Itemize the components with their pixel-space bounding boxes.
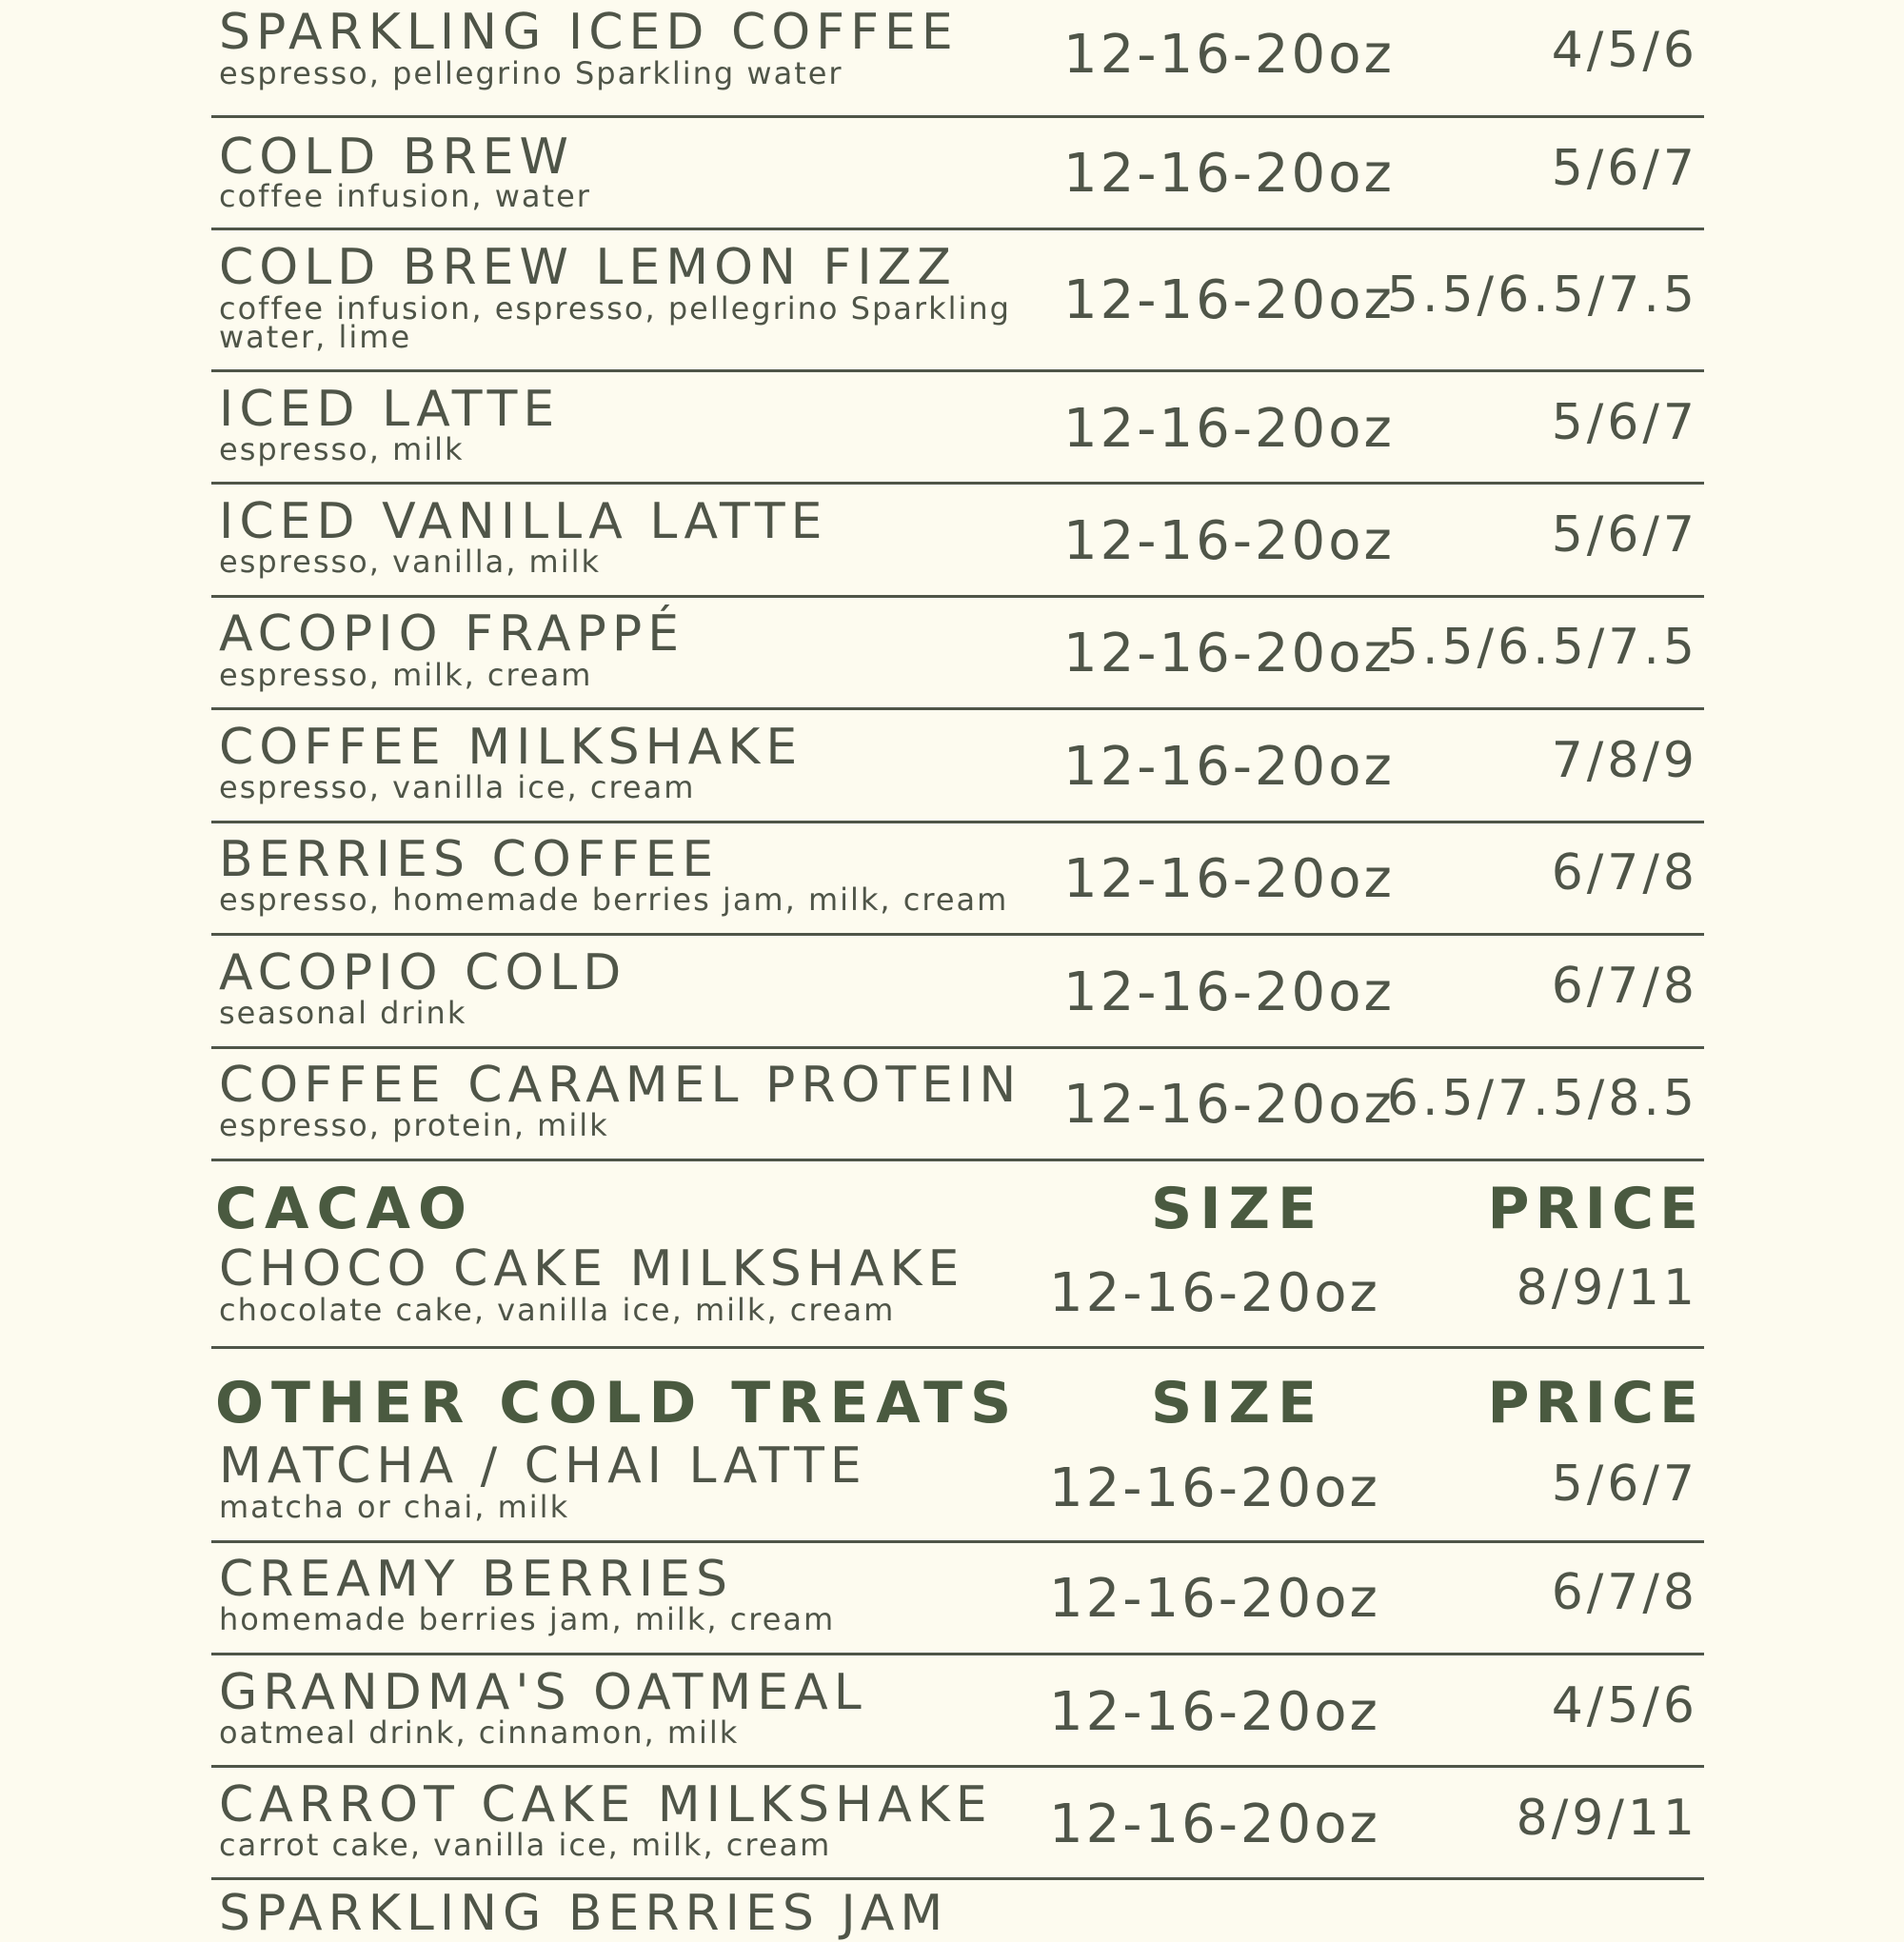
item-price: 5/6/7 (1551, 506, 1698, 564)
item-size: 12-16-20oz (1049, 1793, 1380, 1855)
item-size: 12-16-20oz (1063, 269, 1395, 331)
item-price: 6/7/8 (1551, 1564, 1698, 1621)
section-divider (211, 1346, 1704, 1349)
row-divider (211, 707, 1704, 710)
item-name: SPARKLING ICED COFFEE (219, 4, 959, 61)
item-name: CHOCO CAKE MILKSHAKE (219, 1240, 965, 1298)
item-price: 8/9/11 (1516, 1259, 1698, 1317)
section-divider (211, 1159, 1704, 1161)
item-name: SPARKLING BERRIES JAM (219, 1885, 949, 1942)
item-size: 12-16-20oz (1063, 398, 1395, 460)
size-column-header: SIZE (1150, 1176, 1325, 1242)
item-description: espresso, vanilla, milk (219, 544, 602, 580)
item-price: 6/7/8 (1551, 958, 1698, 1015)
item-description: espresso, protein, milk (219, 1107, 609, 1143)
item-name: COLD BREW LEMON FIZZ (219, 239, 957, 296)
item-price: 8/9/11 (1516, 1790, 1698, 1847)
item-name: CARROT CAKE MILKSHAKE (219, 1776, 993, 1833)
section-header-cacao (215, 1176, 1704, 1242)
item-description: espresso, vanilla ice, cream (219, 769, 696, 805)
section-title: CACAO (215, 1176, 474, 1242)
row-divider (211, 595, 1704, 598)
item-size: 12-16-20oz (1063, 510, 1395, 572)
section-title: OTHER COLD TREATS (215, 1370, 1020, 1437)
row-divider (211, 1765, 1704, 1768)
item-name: COFFEE MILKSHAKE (219, 719, 803, 776)
row-divider (211, 369, 1704, 372)
item-name: ICED LATTE (219, 381, 561, 438)
item-name: ACOPIO COLD (219, 944, 627, 1001)
item-description: homemade berries jam, milk, cream (219, 1601, 836, 1637)
item-name: COLD BREW (219, 129, 574, 186)
item-size: 12-16-20oz (1049, 1681, 1380, 1743)
row-divider (211, 1046, 1704, 1049)
size-column-header: SIZE (1150, 1370, 1325, 1437)
item-description: espresso, pellegrino Sparkling water (219, 55, 843, 91)
item-size: 12-16-20oz (1063, 24, 1395, 86)
section-header-other-cold-treats (215, 1370, 1704, 1437)
item-size: 12-16-20oz (1049, 1262, 1380, 1324)
row-divider (211, 933, 1704, 936)
item-description: seasonal drink (219, 995, 467, 1031)
row-divider (211, 1540, 1704, 1543)
item-size: 12-16-20oz (1063, 623, 1395, 684)
item-size: 12-16-20oz (1063, 736, 1395, 798)
item-price: 5/6/7 (1551, 1456, 1698, 1513)
item-size: 12-16-20oz (1063, 961, 1395, 1023)
item-description: matcha or chai, milk (219, 1489, 570, 1525)
item-price: 5.5/6.5/7.5 (1386, 267, 1698, 324)
item-size: 12-16-20oz (1063, 1074, 1395, 1136)
item-description: oatmeal drink, cinnamon, milk (219, 1714, 740, 1751)
row-divider (211, 115, 1704, 118)
row-divider (211, 821, 1704, 823)
item-size: 12-16-20oz (1049, 1568, 1380, 1630)
item-price: 5/6/7 (1551, 394, 1698, 451)
item-description: espresso, homemade berries jam, milk, cream (219, 882, 1009, 918)
item-price: 6.5/7.5/8.5 (1386, 1070, 1698, 1127)
item-name: ICED VANILLA LATTE (219, 493, 828, 550)
item-name: BERRIES COFFEE (219, 831, 720, 888)
price-column-header: PRICE (1487, 1176, 1704, 1242)
menu-item (211, 1885, 1704, 1942)
item-price: 4/5/6 (1551, 22, 1698, 79)
item-name: COFFEE CARAMEL PROTEIN (219, 1057, 1022, 1114)
price-column-header: PRICE (1487, 1370, 1704, 1437)
row-divider (211, 228, 1704, 230)
row-divider (211, 482, 1704, 485)
item-price: 5.5/6.5/7.5 (1386, 619, 1698, 676)
item-name: ACOPIO FRAPPÉ (219, 605, 685, 663)
item-price: 6/7/8 (1551, 844, 1698, 902)
item-price: 4/5/6 (1551, 1677, 1698, 1734)
item-price: 7/8/9 (1551, 732, 1698, 789)
item-description: espresso, milk, cream (219, 657, 593, 693)
item-description: espresso, milk (219, 431, 465, 467)
item-description: chocolate cake, vanilla ice, milk, cream (219, 1292, 896, 1328)
item-size: 12-16-20oz (1063, 848, 1395, 910)
item-description: coffee infusion, water (219, 178, 591, 214)
row-divider (211, 1877, 1704, 1880)
row-divider (211, 1653, 1704, 1655)
item-price: 5/6/7 (1551, 140, 1698, 197)
item-name: MATCHA / CHAI LATTE (219, 1437, 867, 1495)
item-name: CREAMY BERRIES (219, 1551, 734, 1608)
item-size: 12-16-20oz (1049, 1457, 1380, 1519)
item-size: 12-16-20oz (1063, 143, 1395, 205)
item-description: coffee infusion, espresso, pellegrino Sparkling water, lime (219, 290, 1011, 355)
item-name: GRANDMA'S OATMEAL (219, 1664, 867, 1721)
item-description: carrot cake, vanilla ice, milk, cream (219, 1827, 832, 1863)
